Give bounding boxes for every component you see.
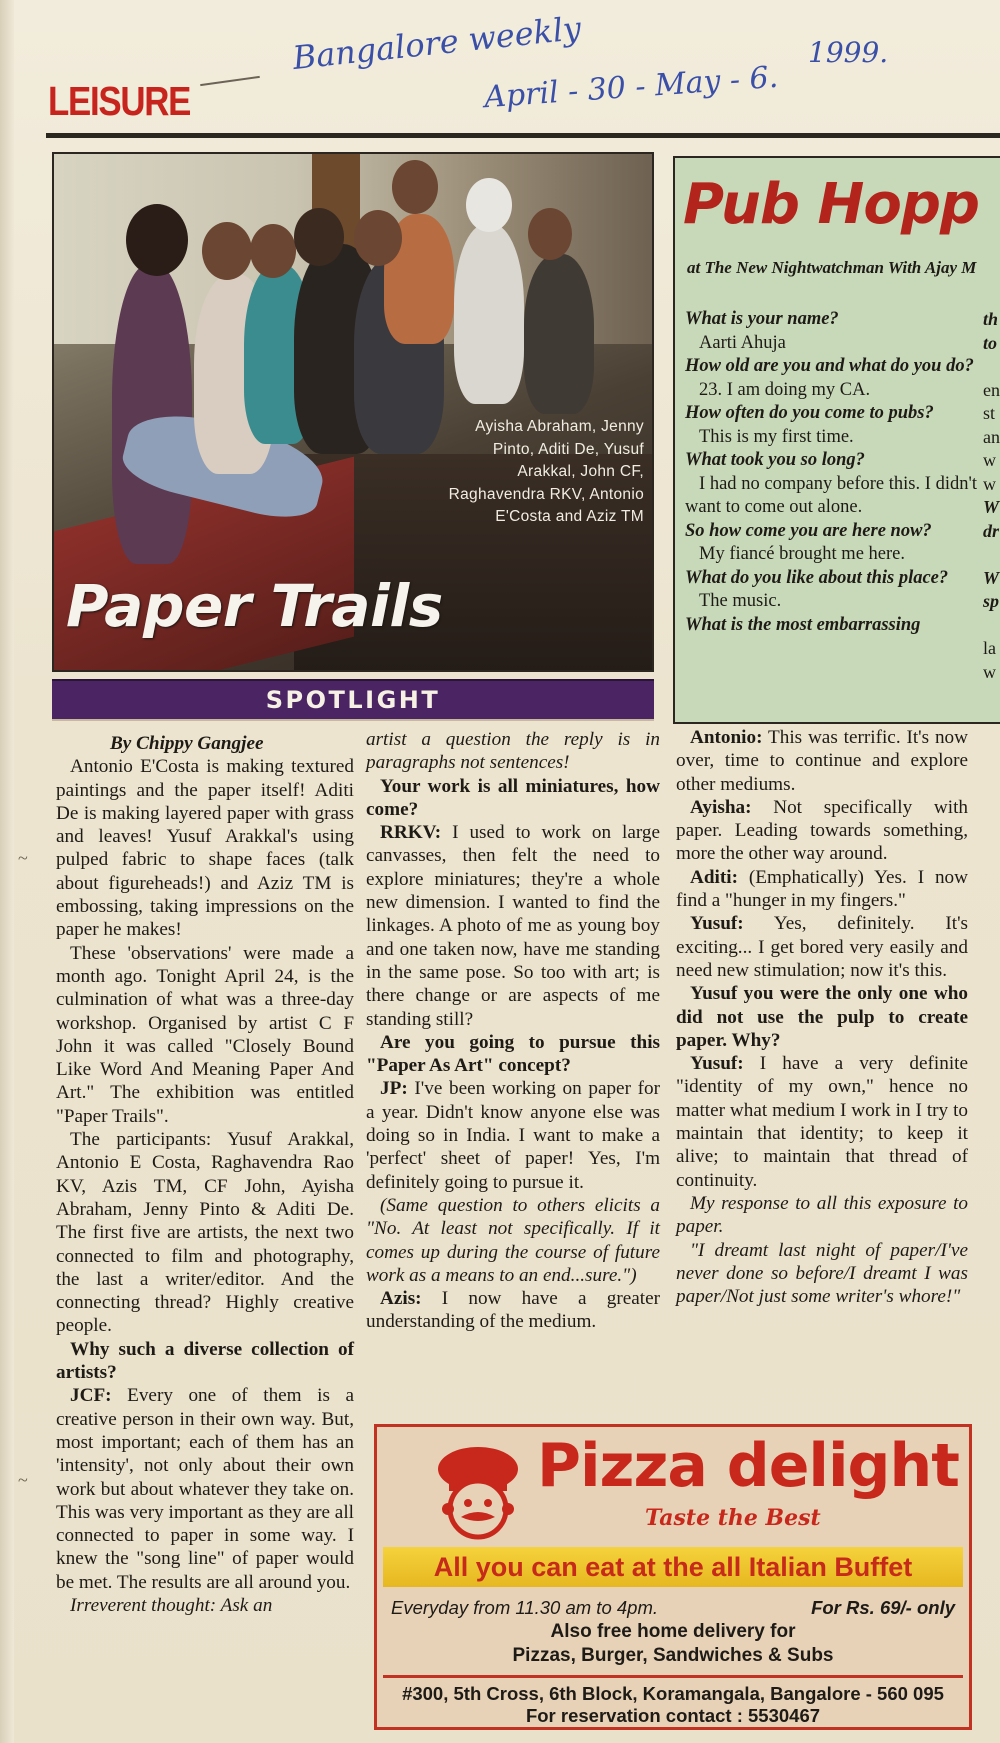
speaker-answer: (Emphatically) Yes. I now find a "hunger in my fingers." (676, 866, 969, 912)
speaker-answer: Yes, definitely. It's exciting... I get bored very easily and need new stimulation; now it's this. (676, 913, 968, 981)
pub-question: What is your name? (685, 309, 839, 329)
article-paragraph (676, 726, 968, 796)
person-head (126, 204, 188, 276)
cut-fragment (983, 355, 1000, 379)
article-paragraph: The participants: Yusuf Arakkal, Antonio E Costa, Raghavendra Rao KV, Azis TM, CF John, Ayisha Abraham, Jenny Pinto & Aditi De. The first five are artists, the next two connected to film and photography, the last a writer/editor. And the connecting thread? Highly creative people. (56, 1129, 354, 1337)
pub-question: What is the most embarrassing (685, 614, 921, 635)
article-paragraph (56, 1384, 354, 1594)
interview-question: Why such a diverse collection of artists? (56, 1338, 354, 1384)
person-figure (454, 224, 524, 404)
cut-fragment: w (983, 661, 996, 682)
speaker-answer: I now have a greater understanding of the medium. (366, 1288, 660, 1333)
interview-question: Yusuf you were the only one who did not use the pulp to create paper. Why? (676, 983, 968, 1051)
ad-hours: Everyday from 11.30 am to 4pm. (391, 1597, 658, 1618)
speaker-answer: Not specifically with paper. Leading towards something, more the other way around. (676, 796, 969, 865)
article-poem: "I dreamt last night of paper/I've never done so before/I dreamt I was paper/Not just some writer's whore!" (676, 1239, 968, 1308)
pub-hopping-box (673, 156, 1000, 724)
handwritten-publication: Bangalore weekly (290, 8, 583, 78)
ad-delivery-items: Pizzas, Burger, Sandwiches & Subs (512, 1645, 834, 1666)
feature-photo (52, 152, 654, 672)
article-column-3 (676, 726, 968, 1308)
person-head (354, 210, 402, 266)
cut-fragment: an (983, 426, 1000, 447)
speaker-label: RRKV: (380, 822, 442, 844)
article-paragraph (366, 821, 660, 1031)
speaker-answer: I used to work on large canvasses, then felt the need to explore miniatures; they're a whole new dimension. I wanted to find the linkages. A photo of me as young boy and one taken now, have me standing in the same pose. So too with art; is there change or are aspects of me standing still? (366, 822, 661, 1030)
margin-tick: ~ (18, 1470, 28, 1490)
ad-tagline: Taste the Best (645, 1505, 821, 1531)
person-figure (524, 254, 594, 414)
article-paragraph (676, 912, 968, 982)
person-head (202, 222, 252, 280)
cut-fragment (983, 614, 1000, 638)
margin-tick: ~ (18, 848, 28, 868)
article-paragraph: Irreverent thought: Ask an (70, 1594, 273, 1616)
speaker-label: Yusuf: (690, 1053, 744, 1075)
article-column-1 (56, 732, 354, 1617)
speaker-answer: I've been working on paper for a year. Didn't know anyone else was doing so in India. I want to make a 'perfect' sheet of paper! Yes, I'm definitely going to pursue it. (366, 1078, 660, 1193)
speaker-label: Aditi: (690, 866, 738, 888)
speaker-label: Ayisha: (690, 796, 752, 818)
ad-price: For Rs. 69/- only (811, 1597, 955, 1618)
ad-delivery-line: Also free home delivery for (550, 1621, 796, 1642)
top-rule (46, 133, 1000, 138)
feature-headline: Paper Trails (66, 572, 443, 640)
person-head (294, 208, 344, 266)
ad-divider (383, 1675, 963, 1678)
article-paragraph (366, 1287, 660, 1334)
article-paragraph: These 'observations' were made a month ago. Tonight April 24, is the culmination of what was a three-day workshop. Organised by artist C F John it was called "Closely Bound Like Word And Meaning Paper And Art." The exhibition was entitled "Paper Trails". (56, 942, 354, 1127)
cut-fragment: st (983, 403, 996, 423)
speaker-label: Antonio: (690, 727, 763, 748)
handwritten-dates: April - 30 - May - 6. (483, 59, 780, 116)
pizza-delight-ad (374, 1424, 972, 1730)
byline: By Chippy Gangjee (110, 733, 264, 754)
speaker-answer: I have a very definite "identity of my own," hence no matter what medium I work in I try to maintain that identity; to keep it alive; to maintain that thread of continuity. (676, 1053, 969, 1191)
cut-fragment: dr (983, 520, 1000, 541)
handwritten-year: 1999. (808, 36, 889, 69)
cut-fragment: en (983, 379, 1000, 400)
pub-question: How often do you come to pubs? (685, 403, 934, 423)
speaker-label: JCF: (70, 1385, 112, 1407)
interview-question: Are you going to pursue this "Paper As Art" concept? (366, 1031, 660, 1077)
pub-answer: My fiancé brought me here. (699, 544, 905, 564)
person-head (528, 208, 572, 260)
pub-answer: This is my first time. (699, 426, 854, 447)
cut-fragment: la (983, 638, 996, 658)
pub-box-subtitle: at The New Nightwatchman With Ajay M (687, 258, 977, 277)
cut-fragment: w (983, 450, 996, 470)
speaker-answer: Every one of them is a creative person in their own way. But, most important; each of them has an 'intensity', not only about their own work but about whatever they take on. This was very important as they are all connected to paper in some way. I knew the "song line" of paper would be met. The results are all around you. (56, 1385, 354, 1593)
page-edge (0, 0, 14, 1743)
section-label: LEISURE (48, 78, 191, 124)
article-paragraph: Antonio E'Costa is making textured paintings and the paper itself! Aditi De is making layered paper with grass and leaves! Yusuf Arakkal's using pulped fabric to shape faces (talk about figureheads!) and Aziz TM is embossing, taking impressions on the paper he makes! (56, 756, 354, 941)
speaker-label: Yusuf: (690, 913, 744, 935)
ad-contact: For reservation contact : 5530467 (525, 1705, 821, 1726)
ad-address: #300, 5th Cross, 6th Block, Koramangala, Bangalore - 560 095 (402, 1683, 944, 1704)
person-head (466, 178, 512, 232)
chef-logo-icon (431, 1443, 525, 1541)
cut-fragment: to (983, 332, 998, 353)
speaker-label: JP: (380, 1078, 408, 1100)
pub-question: What do you like about this place? (685, 567, 949, 588)
article-paragraph (676, 866, 968, 913)
pub-answer: Aarti Ahuja (699, 332, 786, 353)
ad-headline-band (383, 1547, 963, 1587)
pub-answer: The music. (699, 591, 782, 611)
spotlight-bar (52, 679, 654, 721)
ad-brand-name: Pizza delight (537, 1431, 959, 1501)
pub-answer: I had no company before this. I didn't want to come out alone. (685, 473, 977, 517)
cut-fragment (983, 543, 1000, 567)
spotlight-label: SPOTLIGHT (265, 686, 441, 714)
speaker-label: Azis: (380, 1288, 422, 1310)
cut-fragment: W (983, 567, 1000, 588)
speaker-answer: This was terrific. It's now over, time to continue and explore other mediums. (676, 727, 968, 795)
article-paragraph (366, 1077, 660, 1193)
article-paragraph: My response to all this exposure to paper. (676, 1192, 968, 1238)
cut-fragment: W (983, 497, 1000, 517)
article-paragraph (676, 1052, 968, 1192)
pub-question: How old are you and what do you do? (685, 356, 974, 376)
article-paragraph (676, 796, 968, 866)
cut-fragment: w (983, 473, 996, 494)
cut-fragment: sp (983, 591, 1000, 611)
pub-question: So how come you are here now? (685, 520, 932, 541)
photo-caption: Ayisha Abraham, Jenny Pinto, Aditi De, Yusuf Arakkal, John CF, Raghavendra RKV, Antonio E'Costa and Aziz TM (448, 418, 644, 525)
person-figure (112, 264, 192, 564)
cut-fragment: th (983, 309, 999, 329)
ad-headline: All you can eat at the all Italian Buffet (433, 1552, 913, 1582)
person-head (250, 224, 296, 278)
interview-question: Your work is all miniatures, how come? (366, 775, 660, 820)
pub-box-title: Pub Hopp (683, 172, 980, 237)
pub-box-interview (685, 308, 977, 637)
pub-question: What took you so long? (685, 450, 865, 470)
pub-box-cut-column (983, 308, 1000, 684)
pub-answer: 23. I am doing my CA. (699, 379, 871, 400)
person-head (392, 160, 438, 214)
article-paragraph: artist a question the reply is in paragraphs not sentences! (366, 729, 660, 774)
article-column-2 (366, 728, 660, 1334)
article-paragraph: (Same question to others elicits a "No. At least not specifically. If it comes up during the course of future work as a means to an end...sure.") (366, 1194, 660, 1286)
